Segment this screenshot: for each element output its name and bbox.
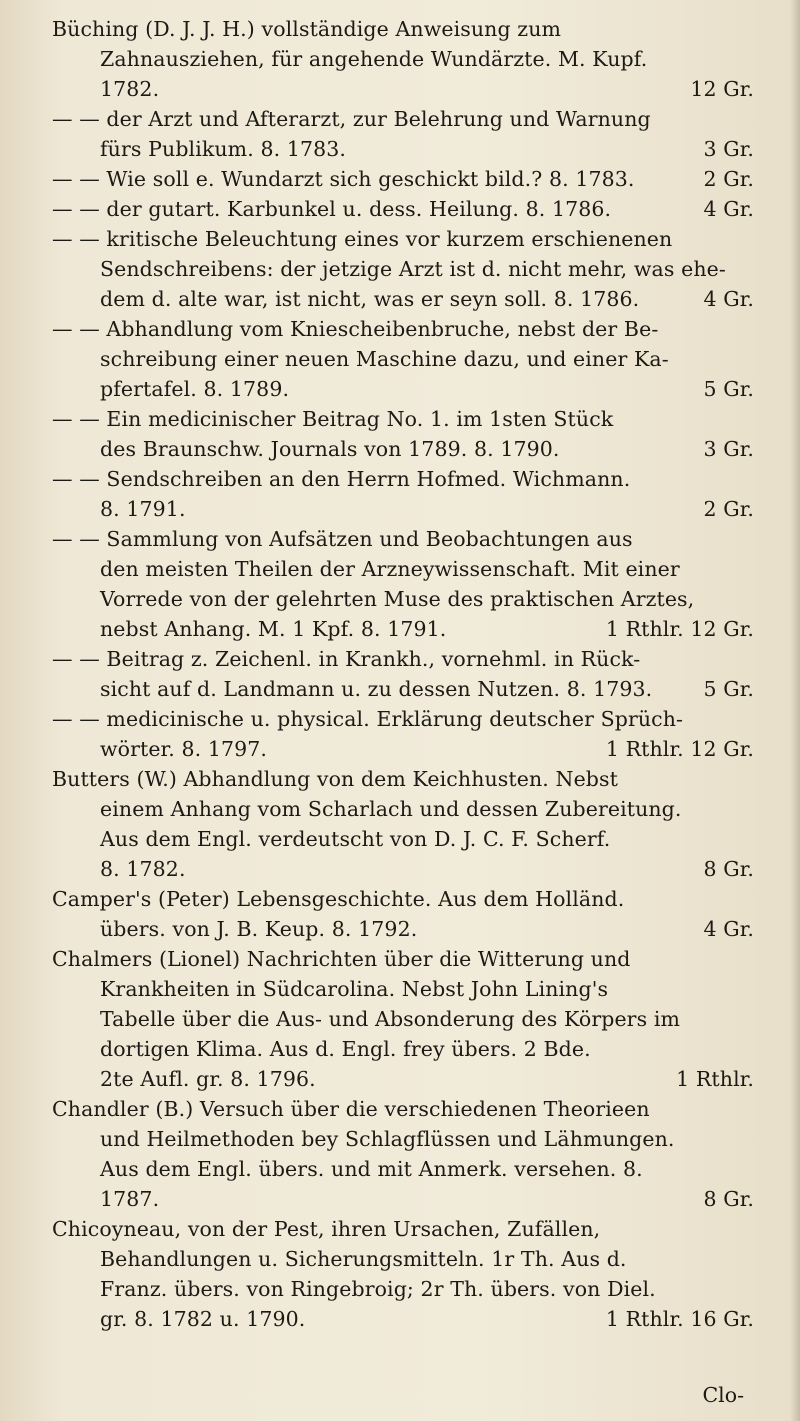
- entry-text: einem Anhang vom Scharlach und dessen Zubereitung.: [100, 797, 682, 821]
- entry-text: — — Sendschreiben an den Herrn Hofmed. Wichmann.: [52, 467, 631, 491]
- entry-text: Sendschreibens: der jetzige Arzt ist d. nicht mehr, was ehe-: [100, 257, 726, 281]
- entry-line: [52, 1004, 754, 1034]
- entry-line: [52, 14, 754, 44]
- entry-line: [52, 1154, 754, 1184]
- entry-price: 1 Rthlr. 12 Gr.: [605, 737, 754, 761]
- entry-line: [52, 374, 754, 404]
- entry-line: [52, 224, 754, 254]
- entry-text: Behandlungen u. Sicherungsmitteln. 1r Th. Aus d.: [100, 1247, 627, 1271]
- entry-text: Chandler (B.) Versuch über die verschiedenen Theorieen: [52, 1097, 650, 1121]
- entry-text: 8. 1791.: [100, 497, 186, 521]
- entry-line: [52, 74, 754, 104]
- entry-text: 1782.: [100, 77, 160, 101]
- catalog-entry: [52, 404, 754, 464]
- entry-text: des Braunschw. Journals von 1789. 8. 1790.: [100, 437, 560, 461]
- entry-text: wörter. 8. 1797.: [100, 737, 268, 761]
- entry-line: [52, 1064, 754, 1094]
- entry-line: [52, 554, 754, 584]
- entry-line: [52, 284, 754, 314]
- entry-price: 8 Gr.: [703, 857, 754, 881]
- entry-text: schreibung einer neuen Maschine dazu, und einer Ka-: [100, 347, 669, 371]
- entry-text: — — Wie soll e. Wundarzt sich geschickt bild.? 8. 1783.: [52, 167, 635, 191]
- entry-line: [52, 164, 754, 194]
- entry-text: Zahnausziehen, für angehende Wundärzte. M. Kupf.: [100, 47, 648, 71]
- entry-line: [52, 524, 754, 554]
- entry-price: 5 Gr.: [703, 377, 754, 401]
- entry-line: [52, 944, 754, 974]
- entry-line: [52, 1124, 754, 1154]
- catalog-entry: [52, 464, 754, 524]
- entry-line: [52, 464, 754, 494]
- entry-line: [52, 434, 754, 464]
- entry-price: 3 Gr.: [703, 137, 754, 161]
- entry-text: fürs Publikum. 8. 1783.: [100, 137, 347, 161]
- entry-text: — — der Arzt und Afterarzt, zur Belehrung und Warnung: [52, 107, 651, 131]
- entry-price: 1 Rthlr. 16 Gr.: [605, 1307, 754, 1331]
- catalog-entry: [52, 524, 754, 644]
- entry-line: [52, 764, 754, 794]
- entry-line: [52, 344, 754, 374]
- entry-line: [52, 1304, 754, 1334]
- catalog-entry: [52, 14, 754, 104]
- entry-text: und Heilmethoden bey Schlagflüssen und Lähmungen.: [100, 1127, 675, 1151]
- catalog-entry: [52, 314, 754, 404]
- entry-line: [52, 1184, 754, 1214]
- entry-line: [52, 494, 754, 524]
- entry-text: Krankheiten in Südcarolina. Nebst John Lining's: [100, 977, 609, 1001]
- catalog-entry: [52, 704, 754, 764]
- entry-text: sicht auf d. Landmann u. zu dessen Nutzen. 8. 1793.: [100, 677, 653, 701]
- entry-text: nebst Anhang. M. 1 Kpf. 8. 1791.: [100, 617, 447, 641]
- entry-text: den meisten Theilen der Arzneywissenschaft. Mit einer: [100, 557, 680, 581]
- entry-text: übers. von J. B. Keup. 8. 1792.: [100, 917, 418, 941]
- catalog-entry: [52, 764, 754, 884]
- catalog-entry: [52, 104, 754, 164]
- entry-line: [52, 404, 754, 434]
- entry-line: [52, 1094, 754, 1124]
- entry-text: Chicoyneau, von der Pest, ihren Ursachen, Zufällen,: [52, 1217, 601, 1241]
- catalog-entry: [52, 224, 754, 314]
- catalog-entry: [52, 1094, 754, 1214]
- entry-text: — — Ein medicinischer Beitrag No. 1. im 1sten Stück: [52, 407, 614, 431]
- entry-text: Chalmers (Lionel) Nachrichten über die Witterung und: [52, 947, 631, 971]
- entry-text: pfertafel. 8. 1789.: [100, 377, 290, 401]
- entry-price: 1 Rthlr.: [676, 1067, 754, 1091]
- entry-text: Büching (D. J. J. H.) vollständige Anweisung zum: [52, 17, 562, 41]
- entry-line: [52, 974, 754, 1004]
- entry-text: Aus dem Engl. verdeutscht von D. J. C. F. Scherf.: [100, 827, 611, 851]
- entry-line: [52, 884, 754, 914]
- entry-text: 2te Aufl. gr. 8. 1796.: [100, 1067, 316, 1091]
- catalog-entry: [52, 644, 754, 704]
- entry-price: 2 Gr.: [703, 167, 754, 191]
- entry-line: [52, 194, 754, 224]
- entry-line: [52, 1214, 754, 1244]
- entry-line: [52, 314, 754, 344]
- entry-line: [52, 254, 754, 284]
- entry-text: dem d. alte war, ist nicht, was er seyn soll. 8. 1786.: [100, 287, 640, 311]
- entry-price: 3 Gr.: [703, 437, 754, 461]
- entry-price: 2 Gr.: [703, 497, 754, 521]
- entry-price: 12 Gr.: [690, 77, 754, 101]
- entry-text: Vorrede von der gelehrten Muse des praktischen Arztes,: [100, 587, 695, 611]
- entry-price: 8 Gr.: [703, 1187, 754, 1211]
- entry-line: [52, 854, 754, 884]
- entry-price: 4 Gr.: [703, 917, 754, 941]
- entry-text: gr. 8. 1782 u. 1790.: [100, 1307, 306, 1331]
- entry-line: [52, 644, 754, 674]
- entry-text: Camper's (Peter) Lebensgeschichte. Aus dem Holländ.: [52, 887, 625, 911]
- entry-line: [52, 1274, 754, 1304]
- entry-text: — — der gutart. Karbunkel u. dess. Heilung. 8. 1786.: [52, 197, 612, 221]
- catalog-entry: [52, 944, 754, 1094]
- entry-price: 1 Rthlr. 12 Gr.: [605, 617, 754, 641]
- entry-line: [52, 824, 754, 854]
- catchword: Clo-: [702, 1383, 744, 1407]
- entry-text: — — Sammlung von Aufsätzen und Beobachtungen aus: [52, 527, 633, 551]
- entry-line: [52, 104, 754, 134]
- entry-line: [52, 914, 754, 944]
- entry-text: dortigen Klima. Aus d. Engl. frey übers. 2 Bde.: [100, 1037, 591, 1061]
- entry-line: [52, 704, 754, 734]
- entry-line: [52, 794, 754, 824]
- entry-line: [52, 614, 754, 644]
- entry-text: Tabelle über die Aus- und Absonderung des Körpers im: [100, 1007, 681, 1031]
- entry-line: [52, 1034, 754, 1064]
- entry-text: Franz. übers. von Ringebroig; 2r Th. übers. von Diel.: [100, 1277, 656, 1301]
- entry-line: [52, 584, 754, 614]
- entry-line: [52, 44, 754, 74]
- catalog-entry: [52, 1214, 754, 1334]
- entry-line: [52, 734, 754, 764]
- entry-price: 4 Gr.: [703, 197, 754, 221]
- entry-line: [52, 1244, 754, 1274]
- entry-text: — — kritische Beleuchtung eines vor kurzem erschienenen: [52, 227, 673, 251]
- catalog-entries: [52, 14, 754, 1334]
- entry-text: Butters (W.) Abhandlung von dem Keichhusten. Nebst: [52, 767, 618, 791]
- entry-line: [52, 674, 754, 704]
- entry-price: 4 Gr.: [703, 287, 754, 311]
- catalog-entry: [52, 194, 754, 224]
- entry-text: Aus dem Engl. übers. und mit Anmerk. versehen. 8.: [100, 1157, 643, 1181]
- entry-price: 5 Gr.: [703, 677, 754, 701]
- entry-text: 1787.: [100, 1187, 160, 1211]
- entry-text: — — Abhandlung vom Kniescheibenbruche, nebst der Be-: [52, 317, 659, 341]
- catalog-entry: [52, 164, 754, 194]
- entry-line: [52, 134, 754, 164]
- entry-text: — — medicinische u. physical. Erklärung deutscher Sprüch-: [52, 707, 684, 731]
- catalog-entry: [52, 884, 754, 944]
- entry-text: — — Beitrag z. Zeichenl. in Krankh., vornehml. in Rück-: [52, 647, 641, 671]
- entry-text: 8. 1782.: [100, 857, 186, 881]
